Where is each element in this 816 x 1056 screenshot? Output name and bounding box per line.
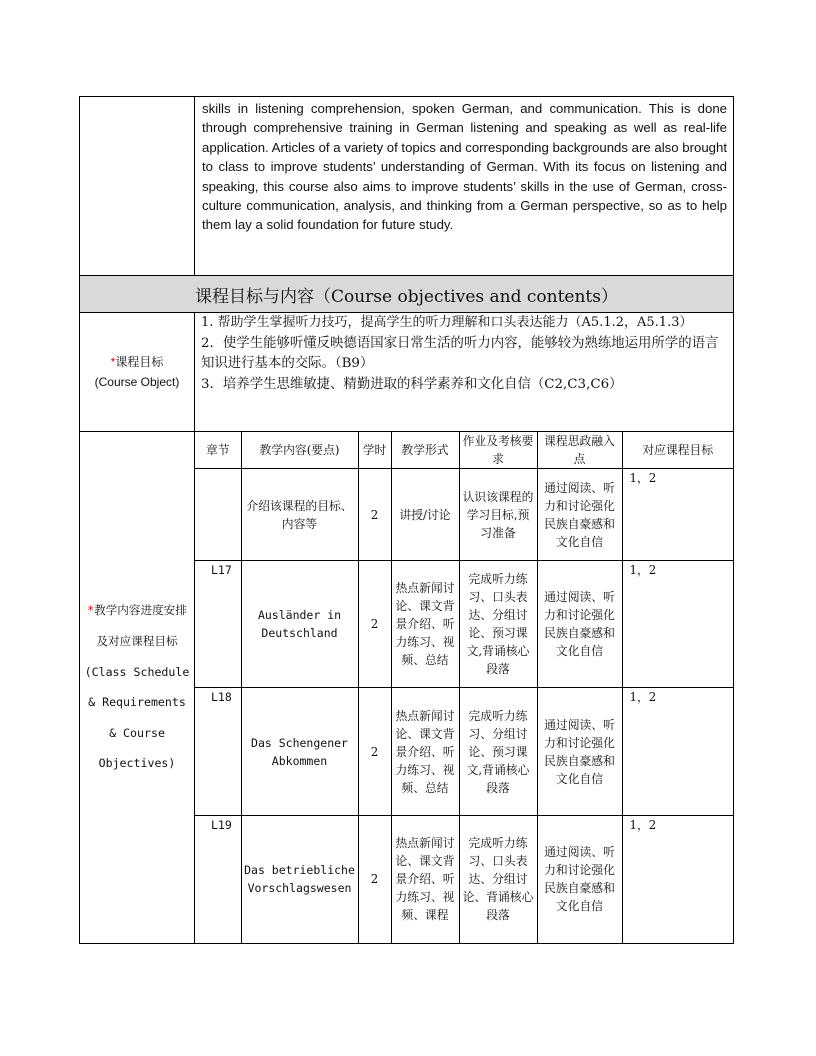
row-content: Ausländer in Deutschland xyxy=(241,561,358,688)
table-row xyxy=(195,469,733,561)
course-info-table xyxy=(79,96,734,944)
header-goals: 对应课程目标 xyxy=(622,432,733,469)
row-content: Das betriebliche Vorschlagswesen xyxy=(241,816,358,943)
course-object-label-cn: 课程目标 xyxy=(115,355,164,369)
row-homework: 完成听力练习、分组讨论、预习课文,背诵核心段落 xyxy=(459,688,537,816)
row-content: 介绍该课程的目标、内容等 xyxy=(241,469,358,561)
row-chapter xyxy=(195,469,241,561)
objective-item-3: 3．培养学生思维敏捷、精勤进取的科学素养和文化自信（C2,C3,C6） xyxy=(201,376,623,392)
schedule-row xyxy=(80,432,734,944)
schedule-table-cell xyxy=(195,432,734,944)
row-hours: 2 xyxy=(358,688,391,816)
table-row xyxy=(195,561,733,688)
header-ideology: 课程思政融入点 xyxy=(537,432,622,469)
header-content: 教学内容(要点) xyxy=(241,432,358,469)
course-object-label-en: (Course Object) xyxy=(94,375,180,389)
row-ideology: 通过阅读、听力和讨论强化民族自豪感和文化自信 xyxy=(537,561,622,688)
header-homework: 作业及考核要求 xyxy=(459,432,537,469)
schedule-table xyxy=(195,432,733,943)
row-homework: 认识该课程的学习目标,预习准备 xyxy=(459,469,537,561)
description-row xyxy=(80,97,734,276)
row-content: Das Schengener Abkommen xyxy=(241,688,358,816)
section-heading-row xyxy=(80,276,734,313)
schedule-header-row xyxy=(195,432,733,469)
row-homework: 完成听力练习、口头表达、分组讨论、背诵核心段落 xyxy=(459,816,537,943)
row-form: 热点新闻讨论、课文背景介绍、听力练习、视频、课程 xyxy=(391,816,459,943)
row-chapter: L18 xyxy=(195,688,241,816)
row-ideology: 通过阅读、听力和讨论强化民族自豪感和文化自信 xyxy=(537,688,622,816)
course-object-label xyxy=(80,313,195,432)
row-form: 热点新闻讨论、课文背景介绍、听力练习、视频、总结 xyxy=(391,688,459,816)
row-ideology: 通过阅读、听力和讨论强化民族自豪感和文化自信 xyxy=(537,816,622,943)
table-row xyxy=(195,688,733,816)
row-goals: 1，2 xyxy=(622,816,733,943)
course-objectives-cell xyxy=(195,313,734,432)
header-hours: 学时 xyxy=(358,432,391,469)
row-chapter: L19 xyxy=(195,816,241,943)
description-text: skills in listening comprehension, spoken German, and communication. This is done through comprehensive training in German listening and speaking as well as real-life application. Articles of a variety of topics and corresponding backgrounds are also brought to class to improve students’ understanding of German. With its focus on listening and speaking, this course also aims to improve students’ skills in the use of German, cross-culture communication, analysis, and thinking from a German perspective, so as to help them lay a solid foundation for future study. xyxy=(202,101,727,233)
row-form: 热点新闻讨论、课文背景介绍、听力练习、视频、总结 xyxy=(391,561,459,688)
header-chapter: 章节 xyxy=(195,432,241,469)
row-goals: 1，2 xyxy=(622,469,733,561)
row-hours: 2 xyxy=(358,816,391,943)
description-cell xyxy=(195,97,734,276)
course-object-row xyxy=(80,313,734,432)
row-homework: 完成听力练习、口头表达、分组讨论、预习课文,背诵核心段落 xyxy=(459,561,537,688)
section-heading: 课程目标与内容（Course objectives and contents） xyxy=(80,276,734,313)
row-ideology: 通过阅读、听力和讨论强化民族自豪感和文化自信 xyxy=(537,469,622,561)
required-marker: * xyxy=(110,355,116,369)
table-row xyxy=(195,816,733,943)
schedule-label xyxy=(80,432,195,944)
row-goals: 1，2 xyxy=(622,561,733,688)
row-hours: 2 xyxy=(358,561,391,688)
header-form: 教学形式 xyxy=(391,432,459,469)
objective-item-1: 1. 帮助学生掌握听力技巧，提高学生的听力理解和口头表达能力（A5.1.2，A5.1.3） xyxy=(201,315,693,330)
schedule-label-text: 教学内容进度安排及对应课程目标 (Class Schedule & Requirements & Course Objectives) xyxy=(84,603,190,771)
description-label-cell xyxy=(80,97,195,276)
row-goals: 1，2 xyxy=(622,688,733,816)
row-form: 讲授/讨论 xyxy=(391,469,459,561)
required-marker: * xyxy=(87,603,95,618)
row-chapter: L17 xyxy=(195,561,241,688)
objective-item-2: 2．使学生能够听懂反映德语国家日常生活的听力内容，能够较为熟练地运用所学的语言知识进行基本的交际。（B9） xyxy=(201,335,719,371)
row-hours: 2 xyxy=(358,469,391,561)
